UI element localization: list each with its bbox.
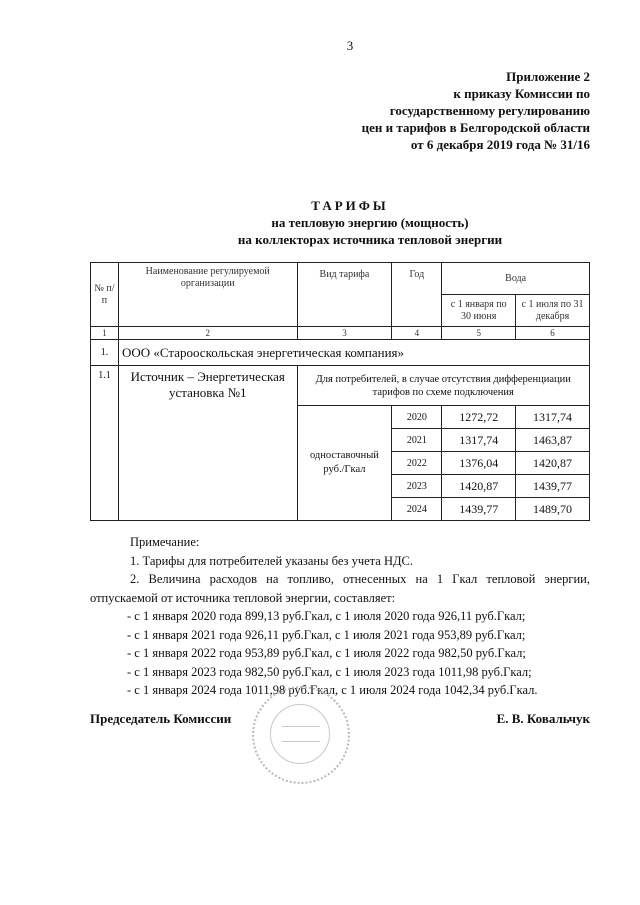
tariff-table [90,262,590,521]
tariff-h2: 1489,70 [516,498,590,521]
column-index: 1 [91,327,119,340]
fuel-cost-line: - с 1 января 2023 года 982,50 руб.Гкал, с 1 июля 2023 года 1011,98 руб.Гкал; [127,664,532,679]
source-name: Источник – Энергетическая установка №1 [118,366,297,521]
org-row [91,340,590,366]
tariff-type: одноставочный руб./Гкал [297,406,392,521]
column-index: 3 [297,327,392,340]
tariff-year: 2020 [392,406,442,429]
tariff-h2: 1317,74 [516,406,590,429]
org-num: 1. [91,340,119,366]
document-title: ТАРИФЫ [311,198,389,213]
column-index: 5 [442,327,516,340]
tariff-h1: 1420,87 [442,475,516,498]
column-index: 2 [118,327,297,340]
org-name: ООО «Старооскольская энергетическая компания» [118,340,589,366]
note-item: 1. Тарифы для потребителей указаны без учета НДС. [130,553,413,568]
notes [90,533,590,700]
header-water: Вода [442,263,590,295]
page-number: 3 [346,38,354,53]
fuel-cost-line: - с 1 января 2022 года 953,89 руб.Гкал, с 1 июля 2022 года 982,50 руб.Гкал; [127,646,526,660]
source-row [91,366,590,406]
subtitle-line: на тепловую энергию (мощность) [271,215,469,230]
table-header-row [91,263,590,295]
tariff-h1: 1272,72 [442,406,516,429]
tariff-h1: 1317,74 [442,429,516,452]
document-subtitle [0,214,640,248]
seal-center [282,726,320,742]
tariff-h1: 1439,77 [442,498,516,521]
signatory-position: Председатель Комиссии [90,711,232,726]
notes-heading: Примечание: [130,535,200,549]
tariff-h1: 1376,04 [442,452,516,475]
header-period-2: с 1 июля по 31 декабря [516,295,590,327]
appendix-header [330,68,590,153]
tariff-year: 2022 [392,452,442,475]
note-item: 2. Величина расходов на топливо, отнесенных на 1 Гкал тепловой энергии, [130,572,590,586]
fuel-cost-line: - с 1 января 2020 года 899,13 руб.Гкал, с 1 июля 2020 года 926,11 руб.Гкал; [127,609,526,623]
header-num: № п/п [91,263,119,327]
fuel-cost-line: - с 1 января 2021 года 926,11 руб.Гкал, с 1 июля 2021 года 953,89 руб.Гкал; [127,627,526,642]
note-item-cont: отпускаемой от источника тепловой энергии, составляет: [90,590,396,605]
consumers-note: Для потребителей, в случае отсутствия дифференциации тарифов по схеме подключения [297,366,590,406]
appendix-line: к приказу Комиссии по [453,86,590,101]
appendix-line: цен и тарифов в Белгородской области [361,120,590,135]
tariff-h2: 1463,87 [516,429,590,452]
source-num: 1.1 [91,366,119,521]
appendix-line: от 6 декабря 2019 года № 31/16 [410,137,590,152]
appendix-line: Приложение 2 [506,69,590,84]
appendix-line: государственному регулированию [389,103,590,118]
subtitle-line: на коллекторах источника тепловой энергии [237,232,503,247]
tariff-h2: 1420,87 [516,452,590,475]
header-year: Год [392,263,442,327]
tariff-year: 2021 [392,429,442,452]
column-index-row [91,327,590,340]
fuel-cost-line: - с 1 января 2024 года 1011,98 руб.Гкал, с 1 июля 2024 года 1042,34 руб.Гкал. [127,683,538,697]
header-period-1: с 1 января по 30 июня [442,295,516,327]
header-org: Наименование регулируемой организации [118,263,297,327]
signatory-name: Е. В. Ковальчук [496,711,590,726]
official-seal [252,686,350,784]
tariff-h2: 1439,77 [516,475,590,498]
column-index: 6 [516,327,590,340]
column-index: 4 [392,327,442,340]
tariff-year: 2024 [392,498,442,521]
header-tariff-type: Вид тарифа [297,263,392,327]
tariff-year: 2023 [392,475,442,498]
